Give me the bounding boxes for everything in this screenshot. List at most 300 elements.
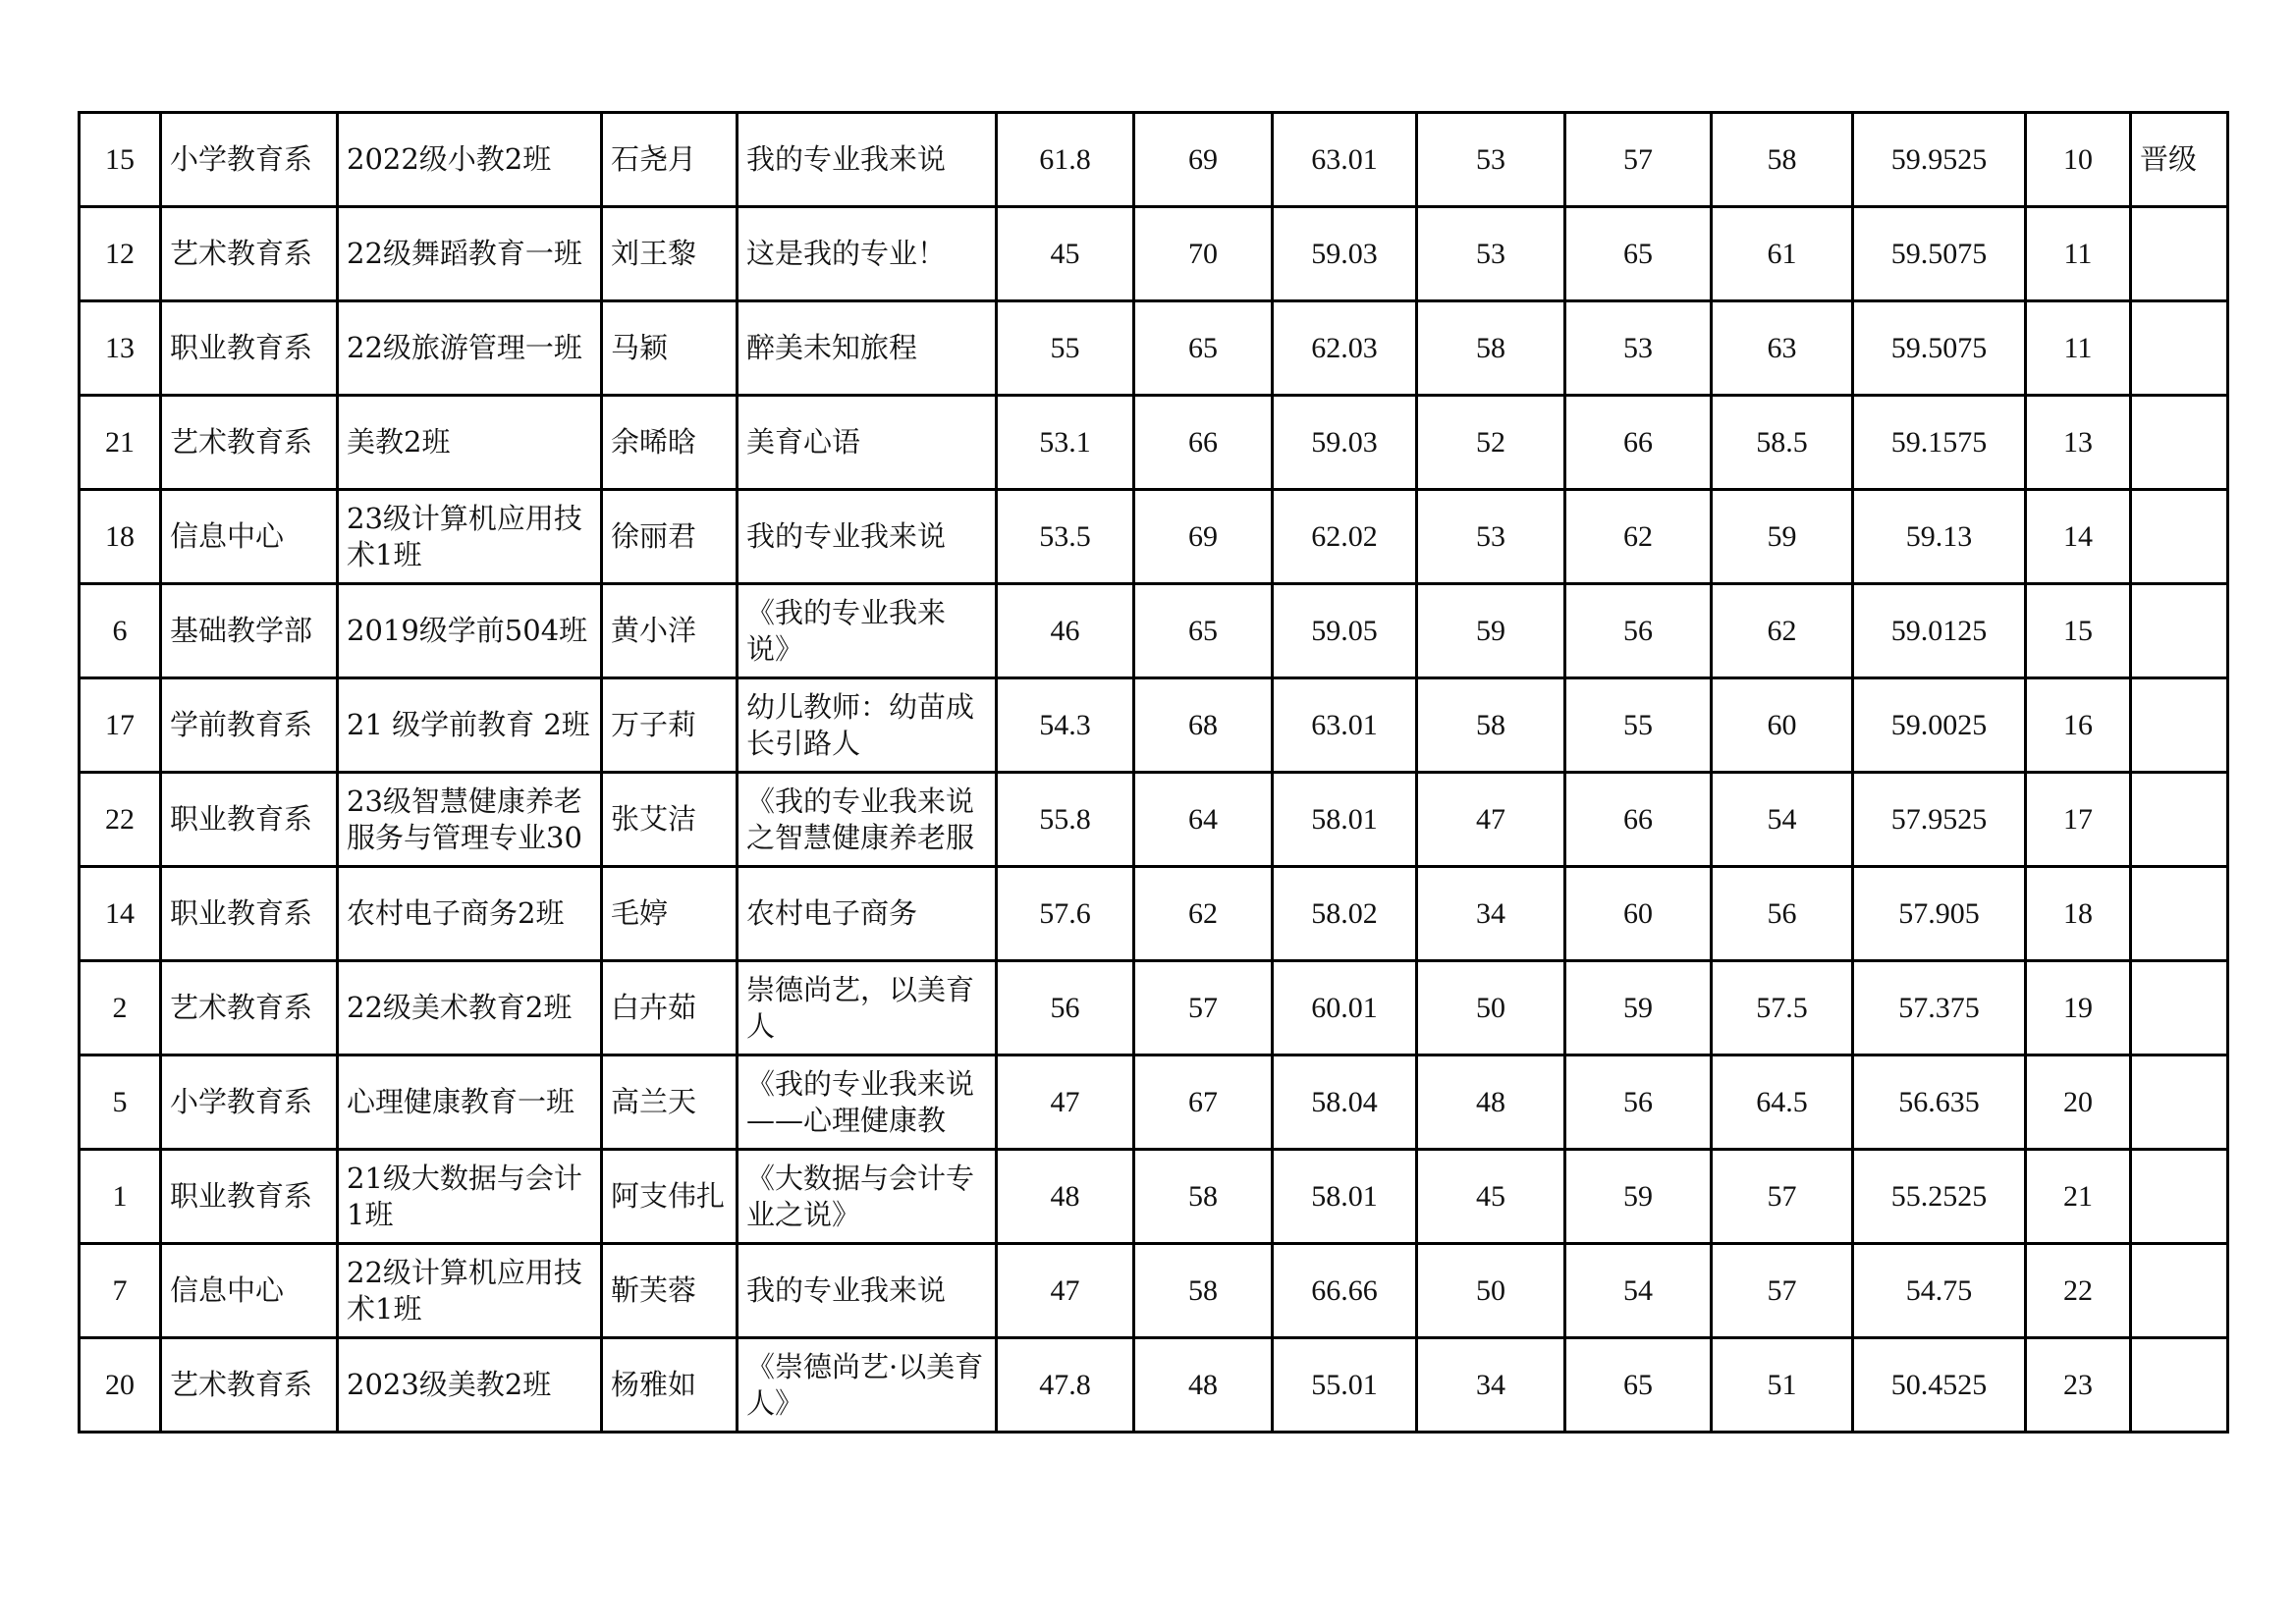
cell-contestant-name-text: 白卉茹 bbox=[611, 991, 697, 1024]
cell-score-4-text: 45 bbox=[1476, 1180, 1505, 1213]
score-table bbox=[78, 111, 2229, 1434]
cell-speech-topic bbox=[738, 584, 997, 678]
cell-department-text: 艺术教育系 bbox=[170, 1368, 313, 1401]
cell-score-1-text: 56 bbox=[1050, 992, 1080, 1024]
cell-rank-text: 15 bbox=[2063, 615, 2093, 647]
cell-score-3 bbox=[1273, 1338, 1417, 1433]
cell-department bbox=[161, 1244, 338, 1338]
cell-final-score bbox=[1853, 678, 2026, 773]
cell-final-score-text: 59.0125 bbox=[1890, 615, 1988, 647]
cell-serial-no bbox=[80, 113, 161, 207]
cell-score-3-text: 66.66 bbox=[1311, 1274, 1378, 1307]
cell-speech-topic bbox=[738, 867, 997, 961]
cell-serial-no bbox=[80, 207, 161, 301]
cell-score-5 bbox=[1565, 678, 1712, 773]
cell-score-6-text: 57 bbox=[1767, 1274, 1797, 1307]
table-row bbox=[80, 867, 2228, 961]
cell-rank bbox=[2026, 1055, 2131, 1150]
cell-rank bbox=[2026, 396, 2131, 490]
cell-speech-topic-text: 崇德尚艺，以美育人 bbox=[746, 972, 975, 1043]
cell-score-3-text: 59.05 bbox=[1311, 615, 1378, 647]
cell-rank bbox=[2026, 584, 2131, 678]
cell-score-4 bbox=[1417, 773, 1565, 867]
cell-department-text: 信息中心 bbox=[170, 1273, 285, 1307]
cell-speech-topic-text: 《我的专业我来说之智慧健康养老服 bbox=[746, 784, 975, 854]
cell-score-2-text: 68 bbox=[1188, 709, 1218, 741]
cell-contestant-name-text: 余晞晗 bbox=[611, 425, 697, 459]
cell-score-2-text: 66 bbox=[1188, 426, 1218, 459]
cell-final-score bbox=[1853, 1055, 2026, 1150]
cell-score-6 bbox=[1712, 301, 1853, 396]
cell-score-4 bbox=[1417, 490, 1565, 584]
cell-serial-no-text: 5 bbox=[112, 1086, 128, 1118]
cell-serial-no bbox=[80, 1150, 161, 1244]
cell-remark bbox=[2131, 1338, 2228, 1433]
cell-speech-topic bbox=[738, 113, 997, 207]
cell-remark bbox=[2131, 961, 2228, 1055]
cell-score-6-text: 61 bbox=[1767, 238, 1797, 270]
cell-score-5-text: 66 bbox=[1623, 426, 1653, 459]
cell-department bbox=[161, 773, 338, 867]
cell-score-4-text: 50 bbox=[1476, 1274, 1505, 1307]
cell-score-1-text: 55.8 bbox=[1039, 803, 1091, 836]
cell-final-score bbox=[1853, 773, 2026, 867]
cell-serial-no bbox=[80, 961, 161, 1055]
cell-rank-text: 10 bbox=[2063, 143, 2093, 176]
cell-contestant-name-text: 马颖 bbox=[611, 331, 669, 364]
cell-score-1 bbox=[997, 1244, 1134, 1338]
cell-department bbox=[161, 867, 338, 961]
cell-class-text: 23级智慧健康养老服务与管理专业30 bbox=[347, 784, 582, 854]
cell-score-3-text: 63.01 bbox=[1311, 709, 1378, 741]
cell-speech-topic bbox=[738, 961, 997, 1055]
cell-final-score-text: 56.635 bbox=[1898, 1086, 1980, 1118]
cell-speech-topic-text: 我的专业我来说 bbox=[746, 1273, 947, 1307]
cell-score-4 bbox=[1417, 584, 1565, 678]
cell-remark bbox=[2131, 678, 2228, 773]
cell-contestant-name-text: 石尧月 bbox=[611, 142, 697, 176]
cell-score-1-text: 55 bbox=[1050, 332, 1080, 364]
cell-score-1-text: 45 bbox=[1050, 238, 1080, 270]
cell-score-3 bbox=[1273, 113, 1417, 207]
table-row bbox=[80, 113, 2228, 207]
cell-contestant-name bbox=[602, 207, 738, 301]
cell-score-3 bbox=[1273, 396, 1417, 490]
table-row bbox=[80, 396, 2228, 490]
cell-score-1-text: 47 bbox=[1050, 1086, 1080, 1118]
cell-contestant-name-text: 徐丽君 bbox=[611, 519, 697, 553]
cell-department bbox=[161, 207, 338, 301]
cell-speech-topic-text: 《我的专业我来说》 bbox=[746, 595, 947, 666]
cell-score-5 bbox=[1565, 1150, 1712, 1244]
cell-contestant-name bbox=[602, 301, 738, 396]
cell-speech-topic bbox=[738, 207, 997, 301]
cell-final-score bbox=[1853, 301, 2026, 396]
cell-score-2-text: 65 bbox=[1188, 615, 1218, 647]
cell-remark bbox=[2131, 396, 2228, 490]
cell-score-6 bbox=[1712, 1150, 1853, 1244]
cell-score-5 bbox=[1565, 396, 1712, 490]
cell-class bbox=[338, 207, 602, 301]
cell-score-5 bbox=[1565, 1244, 1712, 1338]
cell-contestant-name bbox=[602, 867, 738, 961]
cell-class bbox=[338, 1244, 602, 1338]
cell-score-2 bbox=[1134, 301, 1273, 396]
cell-score-2 bbox=[1134, 490, 1273, 584]
cell-contestant-name bbox=[602, 678, 738, 773]
cell-score-2 bbox=[1134, 1244, 1273, 1338]
cell-score-5-text: 53 bbox=[1623, 332, 1653, 364]
cell-score-4 bbox=[1417, 207, 1565, 301]
cell-serial-no bbox=[80, 1244, 161, 1338]
cell-score-4-text: 34 bbox=[1476, 897, 1505, 930]
cell-score-2 bbox=[1134, 207, 1273, 301]
cell-score-6 bbox=[1712, 867, 1853, 961]
cell-final-score bbox=[1853, 867, 2026, 961]
cell-score-6 bbox=[1712, 113, 1853, 207]
cell-contestant-name-text: 阿支伟扎 bbox=[611, 1179, 726, 1213]
cell-department bbox=[161, 1150, 338, 1244]
cell-contestant-name-text: 高兰天 bbox=[611, 1085, 697, 1118]
cell-score-2-text: 69 bbox=[1188, 520, 1218, 553]
cell-score-1 bbox=[997, 1338, 1134, 1433]
cell-score-6-text: 54 bbox=[1767, 803, 1797, 836]
cell-score-2 bbox=[1134, 1150, 1273, 1244]
cell-score-1-text: 47 bbox=[1050, 1274, 1080, 1307]
cell-department-text: 信息中心 bbox=[170, 519, 285, 553]
cell-speech-topic bbox=[738, 301, 997, 396]
cell-serial-no bbox=[80, 490, 161, 584]
cell-score-4 bbox=[1417, 113, 1565, 207]
cell-serial-no-text: 7 bbox=[112, 1274, 128, 1307]
table-row bbox=[80, 1338, 2228, 1433]
cell-speech-topic bbox=[738, 1150, 997, 1244]
cell-score-5 bbox=[1565, 207, 1712, 301]
cell-serial-no bbox=[80, 301, 161, 396]
cell-score-5 bbox=[1565, 584, 1712, 678]
cell-score-1 bbox=[997, 584, 1134, 678]
cell-score-4-text: 58 bbox=[1476, 332, 1505, 364]
cell-class bbox=[338, 584, 602, 678]
table-row bbox=[80, 301, 2228, 396]
cell-class bbox=[338, 396, 602, 490]
cell-score-2 bbox=[1134, 584, 1273, 678]
cell-score-1 bbox=[997, 1055, 1134, 1150]
cell-contestant-name bbox=[602, 490, 738, 584]
cell-score-5-text: 66 bbox=[1623, 803, 1653, 836]
cell-rank bbox=[2026, 490, 2131, 584]
cell-class bbox=[338, 301, 602, 396]
cell-serial-no-text: 6 bbox=[112, 615, 128, 647]
cell-department bbox=[161, 396, 338, 490]
cell-department-text: 职业教育系 bbox=[170, 1179, 313, 1213]
cell-score-1 bbox=[997, 867, 1134, 961]
cell-final-score bbox=[1853, 1150, 2026, 1244]
cell-contestant-name-text: 毛婷 bbox=[611, 896, 669, 930]
cell-score-3 bbox=[1273, 867, 1417, 961]
cell-score-1-text: 53.5 bbox=[1039, 520, 1091, 553]
cell-score-1 bbox=[997, 961, 1134, 1055]
cell-score-6 bbox=[1712, 584, 1853, 678]
cell-score-4 bbox=[1417, 1055, 1565, 1150]
cell-score-3 bbox=[1273, 1150, 1417, 1244]
cell-score-5-text: 56 bbox=[1623, 1086, 1653, 1118]
cell-speech-topic bbox=[738, 1055, 997, 1150]
cell-department bbox=[161, 301, 338, 396]
cell-department bbox=[161, 113, 338, 207]
cell-contestant-name bbox=[602, 1338, 738, 1433]
cell-rank-text: 20 bbox=[2063, 1086, 2093, 1118]
cell-remark bbox=[2131, 301, 2228, 396]
cell-score-2-text: 57 bbox=[1188, 992, 1218, 1024]
cell-score-2-text: 67 bbox=[1188, 1086, 1218, 1118]
table-row bbox=[80, 773, 2228, 867]
cell-score-6 bbox=[1712, 1338, 1853, 1433]
cell-class-text: 2019级学前504班 bbox=[347, 614, 588, 647]
cell-score-2-text: 62 bbox=[1188, 897, 1218, 930]
cell-speech-topic bbox=[738, 773, 997, 867]
cell-score-5-text: 56 bbox=[1623, 615, 1653, 647]
cell-speech-topic bbox=[738, 490, 997, 584]
cell-score-5-text: 54 bbox=[1623, 1274, 1653, 1307]
cell-department-text: 职业教育系 bbox=[170, 896, 313, 930]
cell-score-3 bbox=[1273, 678, 1417, 773]
cell-score-5 bbox=[1565, 1338, 1712, 1433]
cell-serial-no-text: 21 bbox=[105, 426, 135, 459]
cell-class bbox=[338, 773, 602, 867]
cell-score-4-text: 58 bbox=[1476, 709, 1505, 741]
cell-score-3 bbox=[1273, 207, 1417, 301]
cell-score-2 bbox=[1134, 396, 1273, 490]
cell-department-text: 基础教学部 bbox=[170, 614, 313, 647]
cell-class-text: 22级舞蹈教育一班 bbox=[347, 237, 582, 270]
cell-class bbox=[338, 961, 602, 1055]
cell-rank bbox=[2026, 678, 2131, 773]
cell-final-score bbox=[1853, 1244, 2026, 1338]
cell-class-text: 22级计算机应用技术1班 bbox=[347, 1255, 582, 1325]
cell-class-text: 21 级学前教育 2班 bbox=[347, 708, 590, 741]
cell-score-5 bbox=[1565, 301, 1712, 396]
cell-final-score-text: 50.4525 bbox=[1890, 1369, 1988, 1401]
cell-contestant-name-text: 张艾洁 bbox=[611, 802, 697, 836]
cell-class-text: 22级旅游管理一班 bbox=[347, 331, 582, 364]
cell-speech-topic bbox=[738, 396, 997, 490]
cell-score-2 bbox=[1134, 867, 1273, 961]
cell-class bbox=[338, 490, 602, 584]
cell-score-4 bbox=[1417, 961, 1565, 1055]
cell-score-1-text: 61.8 bbox=[1039, 143, 1091, 176]
cell-rank bbox=[2026, 1244, 2131, 1338]
cell-score-4-text: 53 bbox=[1476, 520, 1505, 553]
cell-final-score-text: 59.13 bbox=[1905, 520, 1973, 553]
cell-serial-no-text: 12 bbox=[105, 238, 135, 270]
cell-rank-text: 16 bbox=[2063, 709, 2093, 741]
cell-score-4-text: 52 bbox=[1476, 426, 1505, 459]
cell-remark bbox=[2131, 113, 2228, 207]
cell-rank-text: 11 bbox=[2063, 332, 2093, 364]
cell-score-3 bbox=[1273, 773, 1417, 867]
cell-remark bbox=[2131, 1150, 2228, 1244]
cell-speech-topic-text: 我的专业我来说 bbox=[746, 519, 947, 553]
cell-score-6-text: 62 bbox=[1767, 615, 1797, 647]
cell-final-score-text: 54.75 bbox=[1905, 1274, 1973, 1307]
cell-speech-topic-text: 幼儿教师：幼苗成长引路人 bbox=[746, 689, 975, 760]
cell-remark bbox=[2131, 1055, 2228, 1150]
cell-contestant-name-text: 万子莉 bbox=[611, 708, 697, 741]
cell-score-6-text: 58 bbox=[1767, 143, 1797, 176]
cell-score-4 bbox=[1417, 678, 1565, 773]
cell-department-text: 职业教育系 bbox=[170, 802, 313, 836]
cell-final-score bbox=[1853, 207, 2026, 301]
cell-department bbox=[161, 1055, 338, 1150]
cell-rank bbox=[2026, 113, 2131, 207]
cell-department bbox=[161, 584, 338, 678]
cell-score-5 bbox=[1565, 773, 1712, 867]
cell-score-1 bbox=[997, 678, 1134, 773]
cell-score-1 bbox=[997, 301, 1134, 396]
cell-contestant-name bbox=[602, 1055, 738, 1150]
cell-score-6-text: 51 bbox=[1767, 1369, 1797, 1401]
cell-score-3 bbox=[1273, 1244, 1417, 1338]
cell-department-text: 小学教育系 bbox=[170, 142, 313, 176]
table-row bbox=[80, 678, 2228, 773]
cell-serial-no-text: 2 bbox=[112, 992, 128, 1024]
cell-serial-no bbox=[80, 396, 161, 490]
cell-score-4 bbox=[1417, 867, 1565, 961]
cell-department-text: 艺术教育系 bbox=[170, 237, 313, 270]
cell-score-6 bbox=[1712, 1244, 1853, 1338]
cell-score-4-text: 53 bbox=[1476, 238, 1505, 270]
cell-serial-no-text: 17 bbox=[105, 709, 135, 741]
cell-speech-topic bbox=[738, 1338, 997, 1433]
cell-rank bbox=[2026, 1150, 2131, 1244]
cell-score-2-text: 64 bbox=[1188, 803, 1218, 836]
cell-serial-no bbox=[80, 1055, 161, 1150]
cell-score-2 bbox=[1134, 1055, 1273, 1150]
table-row bbox=[80, 1244, 2228, 1338]
cell-score-5-text: 65 bbox=[1623, 1369, 1653, 1401]
cell-department bbox=[161, 1338, 338, 1433]
cell-rank-text: 22 bbox=[2063, 1274, 2093, 1307]
cell-class-text: 心理健康教育一班 bbox=[347, 1085, 575, 1118]
cell-score-3-text: 58.04 bbox=[1311, 1086, 1378, 1118]
cell-remark-text: 晋级 bbox=[2140, 142, 2198, 176]
cell-score-1 bbox=[997, 1150, 1134, 1244]
cell-score-3 bbox=[1273, 584, 1417, 678]
cell-rank bbox=[2026, 207, 2131, 301]
cell-department-text: 职业教育系 bbox=[170, 331, 313, 364]
cell-class-text: 农村电子商务2班 bbox=[347, 896, 565, 930]
cell-score-2-text: 69 bbox=[1188, 143, 1218, 176]
cell-class-text: 美教2班 bbox=[347, 425, 451, 459]
cell-final-score-text: 57.905 bbox=[1898, 897, 1980, 930]
cell-score-2-text: 58 bbox=[1188, 1274, 1218, 1307]
cell-serial-no-text: 22 bbox=[105, 803, 135, 836]
cell-score-5 bbox=[1565, 867, 1712, 961]
cell-score-3 bbox=[1273, 961, 1417, 1055]
cell-score-3 bbox=[1273, 301, 1417, 396]
cell-score-5-text: 57 bbox=[1623, 143, 1653, 176]
cell-class bbox=[338, 1150, 602, 1244]
cell-score-5-text: 59 bbox=[1623, 1180, 1653, 1213]
cell-rank bbox=[2026, 1338, 2131, 1433]
cell-department-text: 学前教育系 bbox=[170, 708, 313, 741]
cell-score-3-text: 58.01 bbox=[1311, 1180, 1378, 1213]
cell-final-score-text: 59.0025 bbox=[1890, 709, 1988, 741]
table-row bbox=[80, 490, 2228, 584]
cell-score-6-text: 63 bbox=[1767, 332, 1797, 364]
cell-score-5-text: 55 bbox=[1623, 709, 1653, 741]
cell-score-5-text: 59 bbox=[1623, 992, 1653, 1024]
cell-score-1-text: 46 bbox=[1050, 615, 1080, 647]
cell-score-2 bbox=[1134, 678, 1273, 773]
cell-class-text: 23级计算机应用技术1班 bbox=[347, 501, 582, 571]
cell-contestant-name bbox=[602, 773, 738, 867]
cell-speech-topic bbox=[738, 1244, 997, 1338]
cell-rank-text: 23 bbox=[2063, 1369, 2093, 1401]
cell-final-score bbox=[1853, 961, 2026, 1055]
cell-rank-text: 18 bbox=[2063, 897, 2093, 930]
cell-score-3-text: 59.03 bbox=[1311, 426, 1378, 459]
cell-score-6 bbox=[1712, 773, 1853, 867]
cell-serial-no-text: 15 bbox=[105, 143, 135, 176]
cell-rank-text: 21 bbox=[2063, 1180, 2093, 1213]
cell-serial-no-text: 1 bbox=[112, 1180, 128, 1213]
cell-department bbox=[161, 490, 338, 584]
cell-score-3-text: 63.01 bbox=[1311, 143, 1378, 176]
cell-score-2 bbox=[1134, 961, 1273, 1055]
cell-score-6-text: 56 bbox=[1767, 897, 1797, 930]
cell-score-1 bbox=[997, 396, 1134, 490]
cell-score-2-text: 65 bbox=[1188, 332, 1218, 364]
cell-score-5-text: 65 bbox=[1623, 238, 1653, 270]
cell-final-score bbox=[1853, 113, 2026, 207]
cell-serial-no bbox=[80, 773, 161, 867]
cell-score-1-text: 47.8 bbox=[1039, 1369, 1091, 1401]
cell-final-score-text: 59.9525 bbox=[1890, 143, 1988, 176]
cell-score-6-text: 57.5 bbox=[1756, 992, 1808, 1024]
cell-score-4 bbox=[1417, 1338, 1565, 1433]
cell-class-text: 21级大数据与会计1班 bbox=[347, 1161, 582, 1231]
cell-remark bbox=[2131, 584, 2228, 678]
cell-score-6 bbox=[1712, 490, 1853, 584]
cell-score-1 bbox=[997, 207, 1134, 301]
cell-speech-topic-text: 《崇德尚艺·以美育人》 bbox=[746, 1349, 984, 1420]
cell-rank-text: 14 bbox=[2063, 520, 2093, 553]
cell-rank bbox=[2026, 961, 2131, 1055]
cell-rank bbox=[2026, 867, 2131, 961]
table-row bbox=[80, 207, 2228, 301]
cell-remark bbox=[2131, 490, 2228, 584]
cell-score-4-text: 34 bbox=[1476, 1369, 1505, 1401]
cell-score-3-text: 55.01 bbox=[1311, 1369, 1378, 1401]
cell-score-6 bbox=[1712, 678, 1853, 773]
cell-department bbox=[161, 678, 338, 773]
cell-speech-topic-text: 醉美未知旅程 bbox=[746, 331, 918, 364]
cell-class-text: 22级美术教育2班 bbox=[347, 991, 573, 1024]
cell-score-5-text: 62 bbox=[1623, 520, 1653, 553]
table-row bbox=[80, 584, 2228, 678]
cell-contestant-name bbox=[602, 961, 738, 1055]
cell-score-1 bbox=[997, 490, 1134, 584]
cell-serial-no-text: 18 bbox=[105, 520, 135, 553]
cell-rank-text: 13 bbox=[2063, 426, 2093, 459]
cell-score-6-text: 64.5 bbox=[1756, 1086, 1808, 1118]
table-row bbox=[80, 961, 2228, 1055]
cell-final-score bbox=[1853, 396, 2026, 490]
cell-score-3-text: 62.02 bbox=[1311, 520, 1378, 553]
cell-score-1-text: 54.3 bbox=[1039, 709, 1091, 741]
